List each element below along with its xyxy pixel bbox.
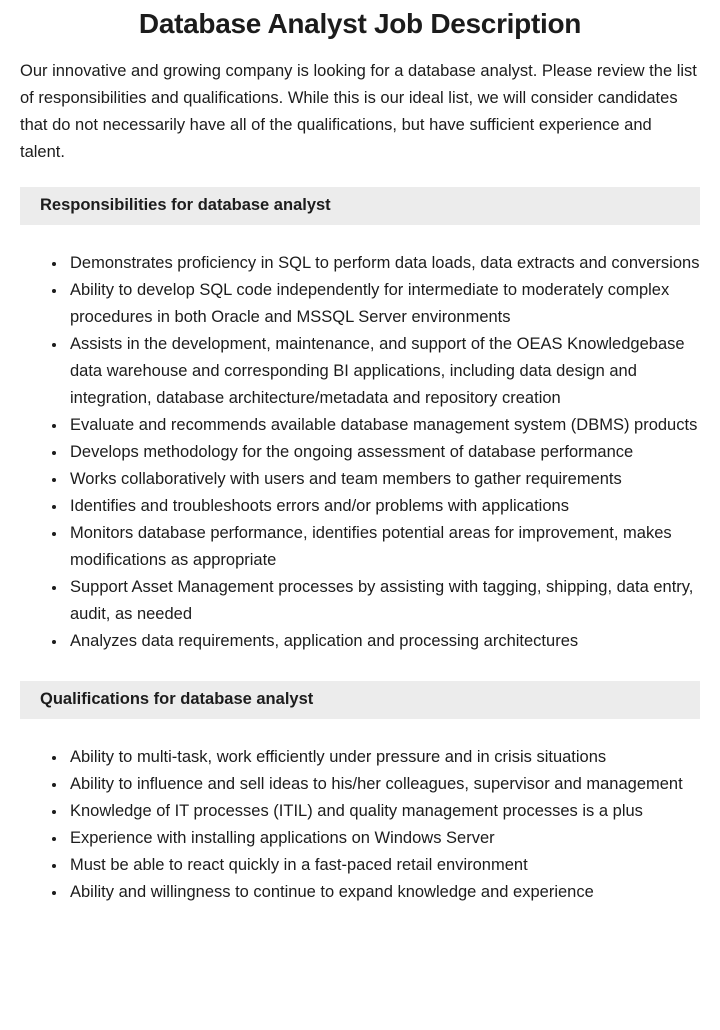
list-item: • Demonstrates proficiency in SQL to perform data loads, data extracts and conversions [67, 250, 700, 277]
list-item: • Support Asset Management processes by assisting with tagging, shipping, data entry, audit, as needed [67, 574, 700, 628]
list-item: • Experience with installing applications on Windows Server [67, 825, 700, 852]
list-item: • Ability and willingness to continue to expand knowledge and experience [67, 879, 700, 906]
list-item: • Ability to develop SQL code independently for intermediate to moderately complex procedures in both Oracle and MSSQL Server environments [67, 277, 700, 331]
intro-paragraph: Our innovative and growing company is looking for a database analyst. Please review the list of responsibilities and qualifications. While this is our ideal list, we will consider candidates that do not necessarily have all of the qualifications, but have sufficient experience and talent. [20, 62, 697, 161]
page-title: Database Analyst Job Description [138, 8, 582, 39]
list-item: • Monitors database performance, identifies potential areas for improvement, makes modifications as appropriate [67, 520, 700, 574]
qualifications-list [20, 744, 700, 906]
list-item: • Identifies and troubleshoots errors and/or problems with applications [67, 493, 700, 520]
qualifications-heading: Qualifications for database analyst [40, 690, 314, 708]
list-item: • Analyzes data requirements, application and processing architectures [67, 628, 700, 655]
list-item: • Must be able to react quickly in a fast-paced retail environment [67, 852, 700, 879]
list-item: • Works collaboratively with users and team members to gather requirements [67, 466, 700, 493]
list-item: • Knowledge of IT processes (ITIL) and quality management processes is a plus [67, 798, 700, 825]
section-qualifications [20, 681, 700, 906]
list-item: • Ability to influence and sell ideas to his/her colleagues, supervisor and management [67, 771, 700, 798]
responsibilities-heading: Responsibilities for database analyst [40, 196, 331, 214]
list-item: • Ability to multi-task, work efficiently under pressure and in crisis situations [67, 744, 700, 771]
list-item: • Evaluate and recommends available database management system (DBMS) products [67, 412, 700, 439]
qualifications-header-bar [20, 681, 700, 719]
section-responsibilities [20, 187, 700, 655]
responsibilities-list [20, 250, 700, 655]
list-item: • Assists in the development, maintenance, and support of the OEAS Knowledgebase data warehouse and corresponding BI applications, including data design and integration, database architecture/metadata and repository creation [67, 331, 700, 412]
list-item: • Develops methodology for the ongoing assessment of database performance [67, 439, 700, 466]
responsibilities-header-bar [20, 187, 700, 225]
